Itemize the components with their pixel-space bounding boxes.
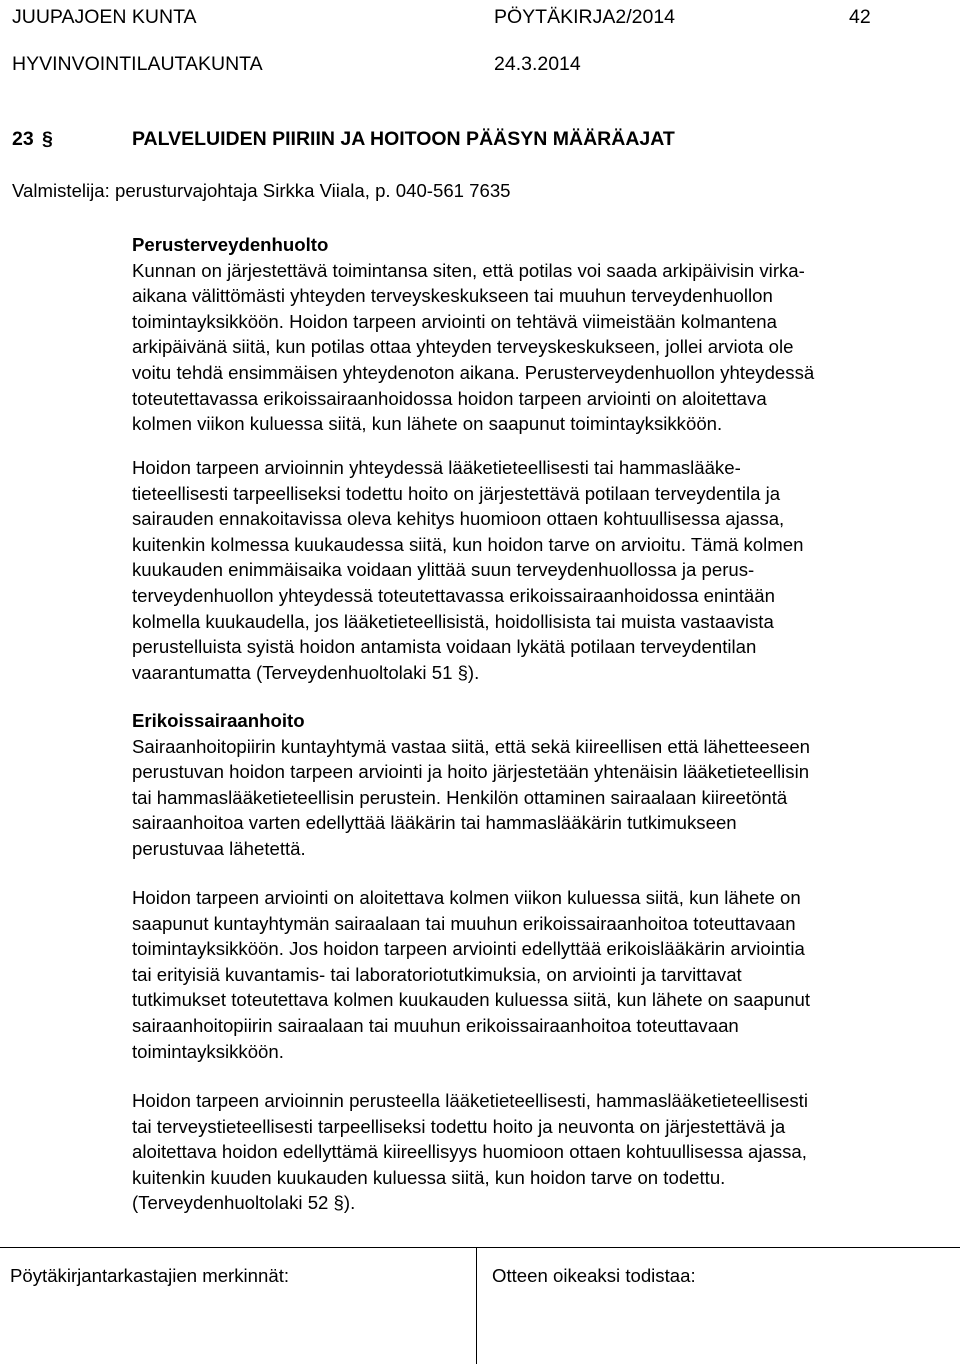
preparer-line: Valmistelija: perusturvajohtaja Sirkka Viiala, p. 040-561 7635 (12, 180, 511, 201)
paragraph-line: tai erityisiä kuvantamis- tai laboratoriotutkimuksia, on arviointi ja tarvittavat (132, 963, 742, 985)
section-symbol: § (42, 128, 53, 150)
paragraph-line: perustelluista syistä hoidon antamista voidaan lykätä potilaan terveydentilan (132, 636, 757, 658)
paragraph-line: kolmella kuukaudella, jos lääketieteellisistä, hoidollisista tai muista vastaavista (132, 610, 774, 632)
paragraph-line: Hoidon tarpeen arvioinnin perusteella lääketieteellisesti, hammaslääketieteellisesti (132, 1090, 808, 1111)
footer-column-divider (476, 1247, 477, 1364)
page-number: 42 (849, 6, 871, 28)
paragraph-line: sairaanhoitoa varten edellyttää lääkärin tai hammaslääkärin tutkimukseen (132, 812, 737, 834)
paragraph-line: toteutettavassa erikoissairaanhoidossa hoidon tarpeen arviointi on aloitettava (132, 387, 767, 409)
footer-inspectors-label: Pöytäkirjantarkastajien merkinnät: (10, 1265, 290, 1286)
paragraph-line: toimintayksikköön. (132, 1040, 284, 1062)
paragraph-line: sairauden ennakoitavissa oleva kehitys huomioon ottaen kohtuullisessa ajassa, (132, 508, 785, 530)
paragraph-line: Hoidon tarpeen arvioinnin yhteydessä lääketieteellisesti tai hammaslääke- (132, 457, 741, 478)
paragraph-line: terveydenhuollon yhteydessä toteutettavassa erikoissairaanhoidossa enintään (132, 584, 775, 606)
document-type: PÖYTÄKIRJA2/2014 (494, 6, 676, 28)
paragraph-line: aikana välittömästi yhteyden terveyskeskukseen tai muuhun terveydenhuollon (132, 285, 773, 307)
section-primary-care (132, 232, 932, 437)
paragraph-treatment-deadline (132, 455, 932, 685)
section-specialized-care (132, 708, 932, 862)
paragraph-line: kuitenkin kolmessa kuukaudessa siitä, kun hoidon tarve on arvioitu. Tämä kolmen (132, 533, 804, 555)
paragraph-line: (Terveydenhuoltolaki 52 §). (132, 1192, 356, 1214)
paragraph-line: tutkimukset toteutettava kolmen kuukauden kuluessa siitä, kun lähete on saapunut (132, 989, 811, 1011)
paragraph-line: Sairaanhoitopiirin kuntayhtymä vastaa siitä, että sekä kiireellisen että lähetteeseen (132, 735, 811, 757)
paragraph-line: tai hammaslääketieteellisin perustein. Henkilön ottaminen sairaalaan kiireetöntä (132, 786, 788, 808)
paragraph-line: toimintayksikköön. Hoidon tarpeen arviointi on tehtävä viimeistään kolmantena (132, 310, 777, 332)
paragraph-line: kolmen viikon kuluessa siitä, kun lähete on saapunut toimintayksikköön. (132, 413, 723, 435)
section-number: 23 (12, 128, 34, 150)
meeting-date: 24.3.2014 (494, 53, 581, 75)
heading-primary-care: Perusterveydenhuolto (132, 234, 329, 255)
paragraph-line: arkipäivänä siitä, kun potilas ottaa yhteyden terveyskeskukseen, jollei arviota ole (132, 336, 794, 358)
paragraph-line: toimintayksikköön. Jos hoidon tarpeen arviointi edellyttää erikoislääkärin arviointia (132, 938, 805, 960)
paragraph-line: tai terveystieteellisesti tarpeelliseksi todettu hoito ja neuvonta on järjestettävä ja (132, 1115, 786, 1137)
paragraph-line: aloitettava hoidon edellyttämä kiireellisyys huomioon ottaen kohtuullisessa ajassa, (132, 1141, 807, 1163)
footer-certified-label: Otteen oikeaksi todistaa: (492, 1265, 696, 1286)
paragraph-line: tieteellisesti tarpeelliseksi todettu hoito on järjestettävä potilaan terveydentila ja (132, 482, 781, 504)
paragraph-line: sairaanhoitopiirin sairaalaan tai muuhun erikoissairaanhoitoa toteuttavaan (132, 1014, 739, 1036)
board-name: HYVINVOINTILAUTAKUNTA (12, 53, 263, 75)
paragraph-line: kuukauden enimmäisaika voidaan ylittää suun terveydenhuollossa ja perus- (132, 559, 755, 581)
organization-name: JUUPAJOEN KUNTA (12, 6, 197, 28)
paragraph-line: vaarantumatta (Terveydenhuoltolaki 51 §). (132, 661, 480, 683)
section-title: PALVELUIDEN PIIRIIN JA HOITOON PÄÄSYN MÄÄRÄAJAT (132, 128, 675, 150)
paragraph-line: Hoidon tarpeen arviointi on aloitettava kolmen viikon kuluessa siitä, kun lähete on (132, 887, 801, 908)
heading-specialized-care: Erikoissairaanhoito (132, 710, 305, 731)
paragraph-line: Kunnan on järjestettävä toimintansa siten, että potilas voi saada arkipäivisin virka- (132, 259, 805, 281)
paragraph-line: kuitenkin kuuden kuukauden kuluessa siitä, kun hoidon tarve on todettu. (132, 1166, 726, 1188)
footer-top-rule (0, 1247, 960, 1248)
paragraph-line: saapunut kuntayhtymän sairaalaan tai muuhun erikoissairaanhoitoa toteuttavaan (132, 912, 796, 934)
paragraph-line: voitu tehdä ensimmäisen yhteydenoton aikana. Perusterveydenhuollon yhteydessä (132, 361, 815, 383)
paragraph-care-organization (132, 1088, 932, 1216)
paragraph-line: perustuvaa lähetettä. (132, 837, 306, 859)
paragraph-line: perustuvan hoidon tarpeen arviointi ja hoito järjestetään yhtenäisin lääketieteellisin (132, 761, 810, 783)
paragraph-assessment-deadline (132, 885, 932, 1064)
